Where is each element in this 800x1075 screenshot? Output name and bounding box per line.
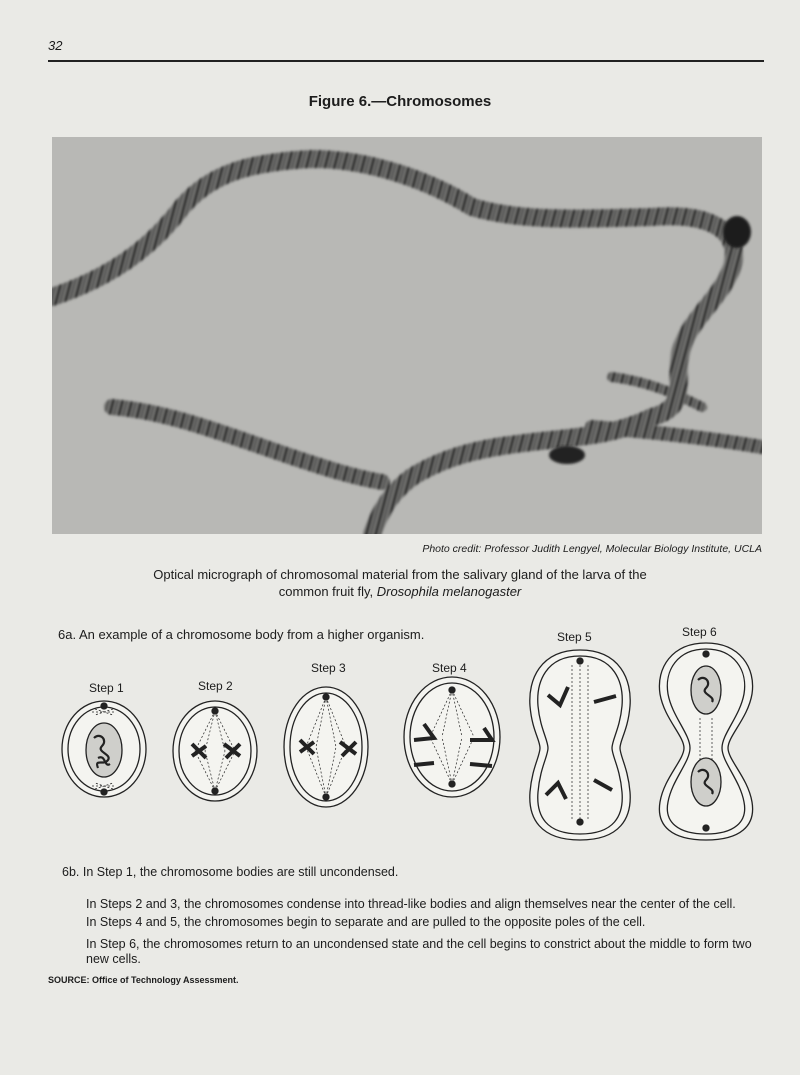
step-6-cell (659, 643, 752, 840)
step-3-label: Step 3 (311, 661, 346, 675)
photo-credit: Photo credit: Professor Judith Lengyel, Molecular Biology Institute, UCLA (422, 543, 762, 555)
step-2-cell (173, 701, 257, 801)
caption-line-2-text: common fruit fly, (278, 584, 377, 599)
step-5-cell (530, 650, 630, 840)
micrograph-image (52, 137, 762, 534)
step-1-cell (62, 701, 146, 797)
paragraph-steps-2-3: In Steps 2 and 3, the chromosomes condense into thread-like bodies and align themselves near the center of the cell. (86, 897, 736, 911)
paragraph-step-6: In Step 6, the chromosomes return to an uncondensed state and the cell begins to constrict about the middle to form two new cells. (86, 937, 752, 966)
paragraph-6b: 6b. In Step 1, the chromosome bodies are still uncondensed. (62, 865, 399, 879)
header-rule (48, 60, 764, 62)
diagram-heading-6a: 6a. An example of a chromosome body from a higher organism. (58, 627, 425, 642)
page-number: 32 (48, 38, 63, 53)
caption-species: Drosophila melanogaster (376, 584, 522, 599)
source-note: SOURCE: Office of Technology Assessment. (48, 975, 239, 985)
caption-line-2 (0, 583, 800, 600)
paragraph-steps-4-5: In Steps 4 and 5, the chromosomes begin to separate and are pulled to the opposite poles of the cell. (86, 915, 646, 929)
step-6-label: Step 6 (682, 625, 717, 639)
step-4-label: Step 4 (432, 661, 467, 675)
figure-caption (0, 566, 800, 600)
chromosome-micrograph (52, 137, 762, 534)
caption-line-1: Optical micrograph of chromosomal material from the salivary gland of the larva of the (153, 567, 647, 582)
step-1-label: Step 1 (89, 681, 124, 695)
cell-division-diagram (0, 620, 800, 850)
step-2-label: Step 2 (198, 679, 233, 693)
step-4-cell (404, 677, 500, 797)
step-5-label: Step 5 (557, 630, 592, 644)
step-3-cell (284, 687, 368, 807)
figure-title: Figure 6.—Chromosomes (308, 93, 492, 110)
